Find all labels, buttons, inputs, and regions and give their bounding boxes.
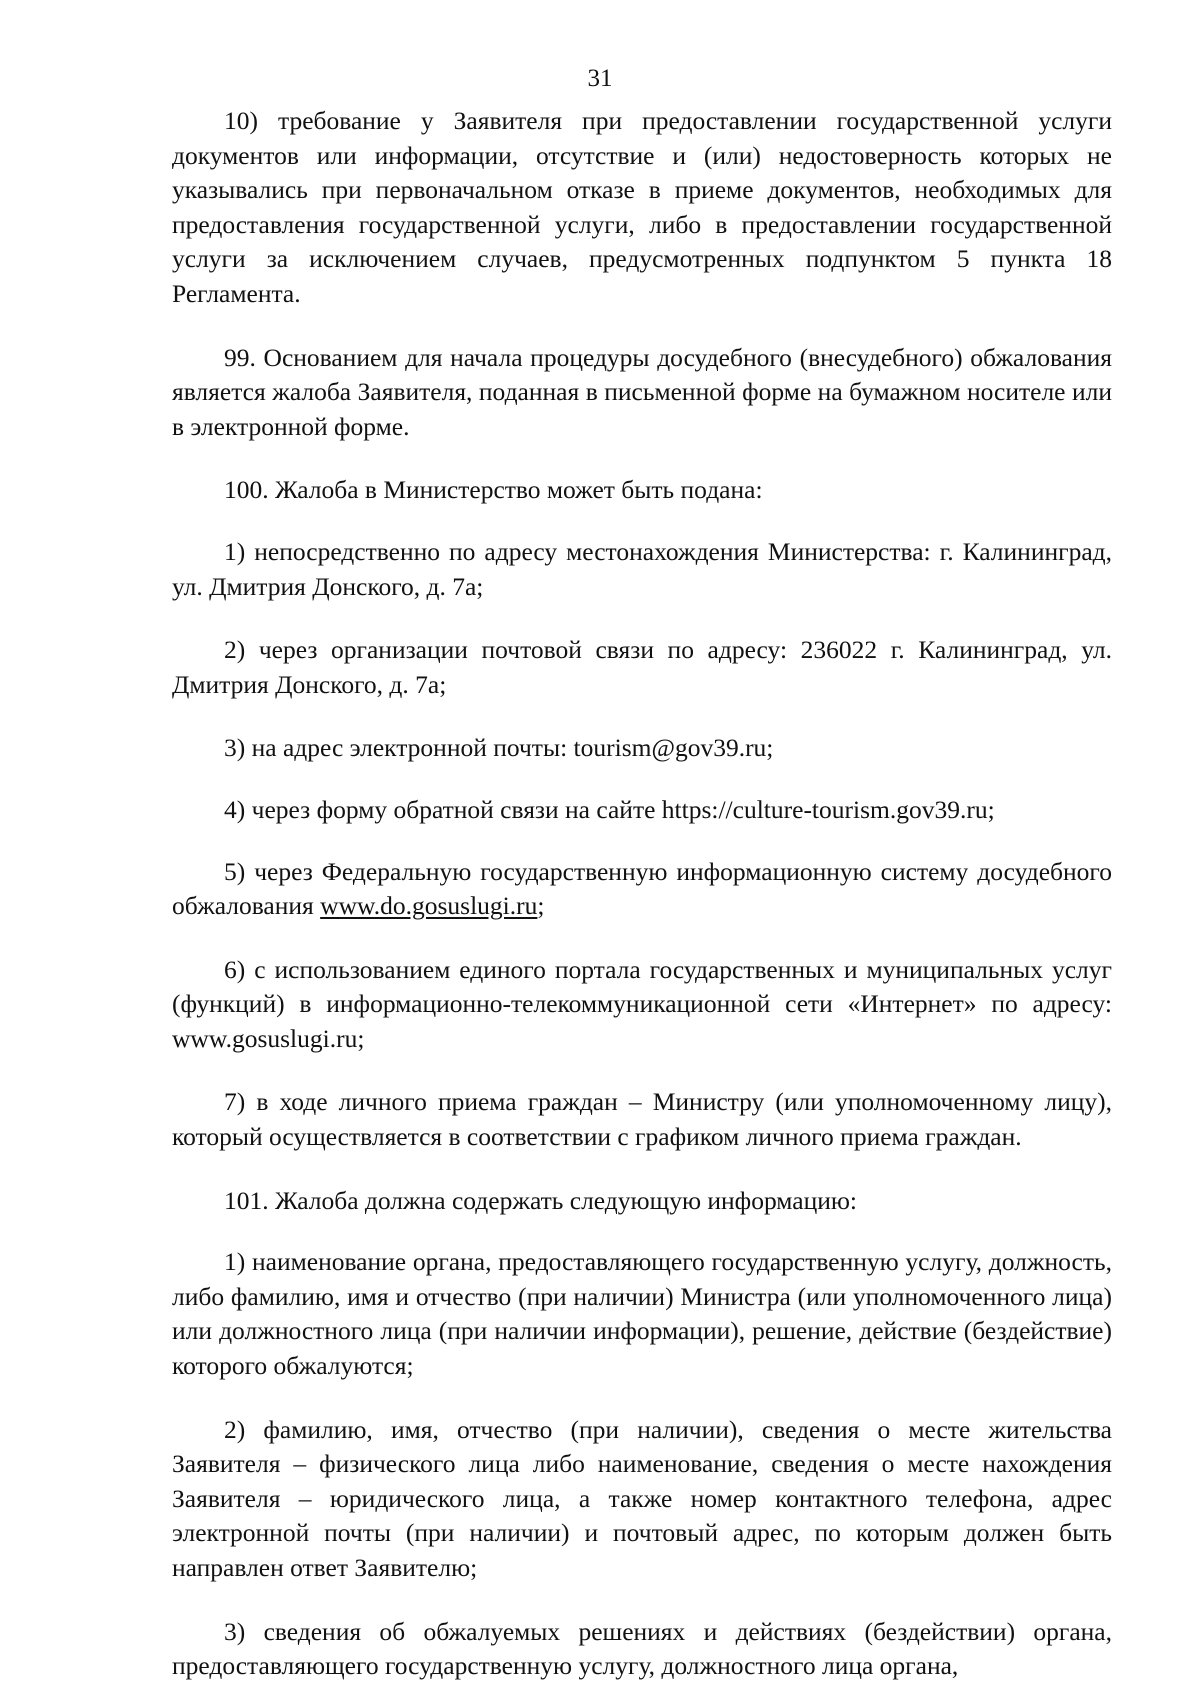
- paragraph-101: 101. Жалоба должна содержать следующую информацию:: [224, 1185, 858, 1215]
- paragraph-101-item-3: 3) сведения об обжалуемых решениях и действиях (бездействии) органа, предоставляющего государственную услугу, должностного лица органа,: [172, 1616, 1112, 1681]
- paragraph-100-item-6: 6) с использованием единого портала государственных и муниципальных услуг (функций) в информационно-телекоммуникационной сети «Интернет» по адресу: www.gosuslugi.ru;: [172, 954, 1112, 1053]
- paragraph-100-item-2: 2) через организации почтовой связи по адресу: 236022 г. Калининград, ул. Дмитрия Донского, д. 7а;: [172, 635, 1112, 699]
- gosuslugi-do-link[interactable]: www.do.gosuslugi.ru: [320, 891, 538, 921]
- paragraph-100-item-5-tail: ;: [537, 891, 545, 921]
- paragraph-101-item-2: 2) фамилию, имя, отчество (при наличии), сведения о месте жительства Заявителя – физического лица либо наименование, сведения о месте нахождения Заявителя – юридического лица, а также номер контактного телефона, адрес электронной почты (при наличии) и почтовый адрес, по которым должен быть направлен ответ Заявителю;: [172, 1414, 1112, 1582]
- paragraph-99: 99. Основанием для начала процедуры досудебного (внесудебного) обжалования является жалоба Заявителя, поданная в письменной форме на бумажном носителе или в электронной форме.: [172, 342, 1112, 441]
- page-number: 31: [587, 65, 613, 92]
- paragraph-100-item-3: 3) на адрес электронной почты: tourism@gov39.ru;: [224, 733, 774, 763]
- paragraph-100-item-7: 7) в ходе личного приема граждан – Министру (или уполномоченному лицу), который осуществляется в соответствии с графиком личного приема граждан.: [172, 1087, 1112, 1152]
- paragraph-100-item-4: 4) через форму обратной связи на сайте https://culture-tourism.gov39.ru;: [224, 794, 995, 824]
- paragraph-100-item-5-text: 5) через Федеральную государственную информационную систему досудебного обжалования: [172, 856, 1112, 921]
- paragraph-100-item-5: [172, 855, 1112, 924]
- paragraph-100: 100. Жалоба в Министерство может быть подана:: [224, 475, 763, 505]
- document-body: [172, 104, 1112, 1684]
- paragraph-item-10: 10) требование у Заявителя при предоставлении государственной услуги документов или информации, отсутствие и (или) недостоверность которых не указывались при первоначальном отказе в приеме документов, необходимых для предоставления государственной услуги, либо в предоставлении государственной услуги за исключением случаев, предусмотренных подпунктом 5 пункта 18 Регламента.: [172, 106, 1112, 308]
- paragraph-100-item-1: 1) непосредственно по адресу местонахождения Министерства: г. Калининград, ул. Дмитрия Донского, д. 7а;: [172, 536, 1112, 601]
- paragraph-101-item-1: 1) наименование органа, предоставляющего государственную услугу, должность, либо фамилию, имя и отчество (при наличии) Министра (или уполномоченного лица) или должностного лица (при наличии информации), решение, действие (бездействие) которого обжалуются;: [172, 1247, 1112, 1381]
